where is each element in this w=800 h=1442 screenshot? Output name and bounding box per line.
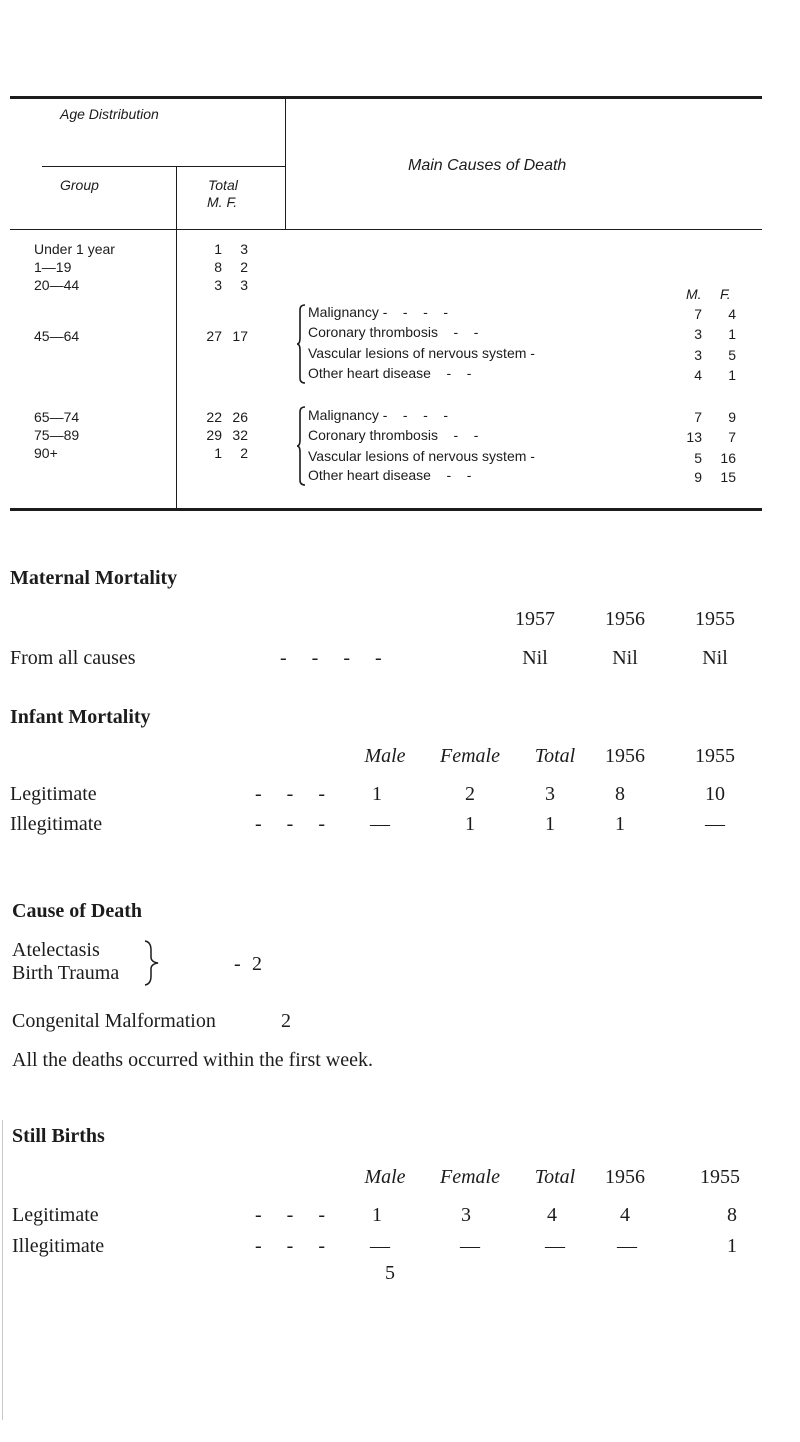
- cause-label: Malignancy - - - -: [308, 407, 449, 423]
- maternal-row-dashes: - - - -: [280, 647, 382, 669]
- maternal-year: 1957: [515, 608, 555, 630]
- row-f: 2: [240, 445, 248, 461]
- cause-f: 4: [728, 306, 736, 322]
- row-f: 2: [240, 259, 248, 275]
- row-m: 22: [206, 409, 222, 425]
- maternal-value: Nil: [522, 647, 548, 669]
- infant-male: —: [370, 813, 390, 835]
- infant-1955: 10: [705, 783, 725, 805]
- still-header: Female: [440, 1166, 500, 1188]
- cause-congenital: Congenital Malformation: [12, 1010, 216, 1032]
- cause-label: Coronary thrombosis - -: [308, 427, 479, 443]
- infant-header: Total: [534, 745, 576, 767]
- still-header: Total: [534, 1166, 576, 1188]
- cause-m: 9: [694, 469, 702, 485]
- still-total: 4: [547, 1204, 557, 1226]
- row-m: 3: [214, 277, 222, 293]
- header-mf: M. F.: [207, 194, 238, 210]
- still-1956: —: [617, 1235, 637, 1257]
- maternal-value: Nil: [702, 647, 728, 669]
- row-m: 27: [206, 328, 222, 344]
- cause-m: 4: [694, 367, 702, 383]
- cause-f: 16: [720, 450, 736, 466]
- still-row-label: Illegitimate: [12, 1235, 105, 1257]
- still-row-label: Legitimate: [12, 1204, 99, 1226]
- age-distribution-table: [0, 0, 800, 512]
- infant-1956: 8: [615, 783, 625, 805]
- table-header-rule: [10, 229, 762, 230]
- cause-f: 7: [728, 429, 736, 445]
- cause-m: 7: [694, 409, 702, 425]
- still-row-dashes: - - -: [255, 1204, 325, 1226]
- infant-female: 1: [465, 813, 475, 835]
- maternal-year: 1955: [695, 608, 735, 630]
- row-group: 45—64: [34, 328, 80, 344]
- cause-note: All the deaths occurred within the first week.: [12, 1049, 373, 1071]
- still-1955: 1: [727, 1235, 737, 1257]
- header-main-causes: Main Causes of Death: [408, 157, 567, 174]
- still-births-title: Still Births: [12, 1125, 105, 1147]
- still-row-dashes: - - -: [255, 1235, 325, 1257]
- still-1955: 8: [727, 1204, 737, 1226]
- still-male: —: [370, 1235, 390, 1257]
- cause-f: 1: [728, 326, 736, 342]
- row-f: 3: [240, 241, 248, 257]
- cause-atelectasis: Atelectasis: [12, 939, 100, 961]
- infant-header: Male: [364, 745, 406, 767]
- row-m: 8: [214, 259, 222, 275]
- still-female: —: [460, 1235, 480, 1257]
- cause-label: Vascular lesions of nervous system -: [308, 345, 535, 361]
- still-header: 1956: [605, 1166, 645, 1188]
- cause-label: Other heart disease - -: [308, 365, 472, 381]
- row-group: 75—89: [34, 427, 80, 443]
- row-group: 20—44: [34, 277, 80, 293]
- header-age-distribution: Age Distribution: [60, 106, 159, 122]
- still-female: 3: [461, 1204, 471, 1226]
- cause-m: 13: [686, 429, 702, 445]
- cause-label: Other heart disease - -: [308, 467, 472, 483]
- cause-of-death-title: Cause of Death: [12, 900, 142, 922]
- row-f: 32: [232, 427, 248, 443]
- row-m: 1: [214, 241, 222, 257]
- row-f: 17: [232, 328, 248, 344]
- still-total: —: [545, 1235, 565, 1257]
- infant-row-label: Illegitimate: [10, 813, 103, 835]
- causes-header-f: F.: [720, 286, 731, 302]
- infant-header: 1956: [605, 745, 645, 767]
- maternal-row-label: From all causes: [10, 647, 136, 669]
- cause-group-count: 2: [252, 953, 262, 975]
- margin-line: [2, 1120, 3, 1420]
- infant-row-dashes: - - -: [255, 783, 325, 805]
- row-group: 90+: [34, 445, 58, 461]
- cause-group-dash: -: [234, 953, 241, 975]
- page-number: 5: [385, 1262, 395, 1284]
- still-header: Male: [364, 1166, 406, 1188]
- infant-female: 2: [465, 783, 475, 805]
- row-m: 1: [214, 445, 222, 461]
- infant-mortality-title: Infant Mortality: [10, 706, 151, 728]
- row-f: 26: [232, 409, 248, 425]
- still-1956: 4: [620, 1204, 630, 1226]
- brace-causes-b: [296, 406, 306, 486]
- infant-row-dashes: - - -: [255, 813, 325, 835]
- row-group: 65—74: [34, 409, 80, 425]
- table-divider-group: [176, 167, 177, 509]
- maternal-year: 1956: [605, 608, 645, 630]
- cause-birth-trauma: Birth Trauma: [12, 962, 120, 984]
- infant-total: 1: [545, 813, 555, 835]
- still-header: 1955: [700, 1166, 740, 1188]
- row-group: 1—19: [34, 259, 72, 275]
- row-group: Under 1 year: [34, 241, 115, 257]
- maternal-mortality-title: Maternal Mortality: [10, 567, 178, 589]
- maternal-value: Nil: [612, 647, 638, 669]
- infant-male: 1: [372, 783, 382, 805]
- cause-f: 5: [728, 347, 736, 363]
- cause-m: 3: [694, 347, 702, 363]
- header-group: Group: [60, 177, 99, 193]
- cause-f: 15: [720, 469, 736, 485]
- cause-label: Coronary thrombosis - -: [308, 324, 479, 340]
- row-f: 3: [240, 277, 248, 293]
- header-total: Total: [208, 177, 238, 193]
- still-male: 1: [372, 1204, 382, 1226]
- table-sub-header-rule: [42, 166, 285, 167]
- causes-header-m: M.: [686, 286, 702, 302]
- infant-1956: 1: [615, 813, 625, 835]
- cause-label: Malignancy - - - -: [308, 304, 449, 320]
- infant-row-label: Legitimate: [10, 783, 97, 805]
- brace-causes-a: [296, 304, 306, 384]
- cause-congenital-count: 2: [281, 1010, 291, 1032]
- table-top-rule: [10, 96, 762, 99]
- infant-header: Female: [440, 745, 500, 767]
- row-m: 29: [206, 427, 222, 443]
- infant-total: 3: [545, 783, 555, 805]
- infant-1955: —: [705, 813, 725, 835]
- table-bottom-rule: [10, 508, 762, 511]
- cause-m: 5: [694, 450, 702, 466]
- cause-f: 9: [728, 409, 736, 425]
- table-divider-main: [285, 98, 286, 230]
- cause-m: 3: [694, 326, 702, 342]
- cause-label: Vascular lesions of nervous system -: [308, 448, 535, 464]
- cause-m: 7: [694, 306, 702, 322]
- infant-header: 1955: [695, 745, 735, 767]
- brace-cause-group: [144, 940, 160, 986]
- cause-f: 1: [728, 367, 736, 383]
